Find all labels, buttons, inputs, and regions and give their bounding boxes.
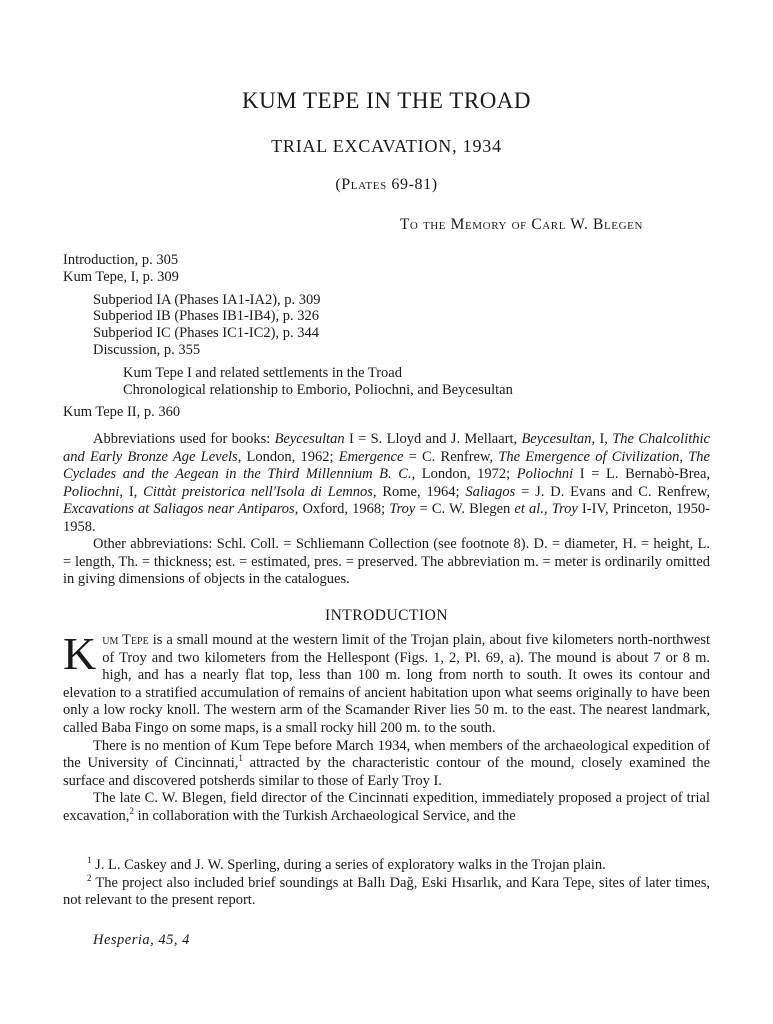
intro-paragraph: There is no mention of Kum Tepe before March 1934, when members of the archaeological expedition of the University of Cincinnati,$^1$ attracted by the characteristic contour of the mound, closely examined the surface and discovered potsherds similar to those of Early Troy I. <box>63 737 711 789</box>
toc-subitem: Discussion, p. 355 <box>93 341 201 358</box>
abbreviations-block <box>63 431 710 589</box>
book-abbreviations: Abbreviations used for books: Beycesultan I = S. Lloyd and J. Mellaart, Beycesultan, I, The Chalcolithic and Early Bronze Age Levels, London, 1962; Emergence = C. Renfrew, The Emergence of Civilization, The Cyclades and the Aegean in the Third Millennium B. C., London, 1972; Poliochni I = L. Bernabò-Brea, Poliochni, I, Cittàt preistorica nell'Isola di Lemnos, Rome, 1964; Saliagos = J. D. Evans and C. Renfrew, Excavations at Saliagos near Antiparos, Oxford, 1968; Troy = C. W. Blegen et al., Troy I-IV, Princeton, 1950-1958. <box>63 431 711 535</box>
footnotes <box>63 857 710 910</box>
toc-item: Kum Tepe II, p. 360 <box>63 404 181 421</box>
article-subtitle: TRIAL EXCAVATION, 1934 <box>271 136 502 156</box>
toc-subitem: Subperiod IA (Phases IA1-IA2), p. 309 <box>93 291 321 308</box>
toc-subitem: Subperiod IB (Phases IB1-IB4), p. 326 <box>93 308 319 325</box>
journal-citation: Hesperia, 45, 4 <box>93 932 190 948</box>
article-title: KUM TEPE IN THE TROAD <box>241 88 532 113</box>
other-abbreviations: Other abbreviations: Schl. Coll. = Schliemann Collection (see footnote 8). D. = diameter, H. = height, L. = length, Th. = thickness; est. = estimated, pres. = preserved. The abbreviation m. = meter is ordinarily omitted in giving dimensions of objects in the catalogues. <box>63 536 710 587</box>
section-heading: INTRODUCTION <box>324 607 449 624</box>
toc-subitem: Subperiod IC (Phases IC1-IC2), p. 344 <box>93 325 319 342</box>
footnote: $^2$ The project also included brief soundings at Ballı Dağ, Eski Hısarlık, and Kara Tepe, sites of later times, not relevant to the present report. <box>63 872 710 909</box>
drop-cap: K <box>63 628 97 679</box>
footnote-ref: 2 <box>129 806 134 817</box>
toc-item: Introduction, p. 305 <box>63 252 179 268</box>
plates-reference: (Plates 69-81) <box>335 176 438 193</box>
footnote-ref: 1 <box>238 753 243 764</box>
toc-subsubitem: Kum Tepe I and related settlements in the Troad <box>123 364 402 381</box>
toc-subsubitem: Chronological relationship to Emborio, Poliochni, and Beycesultan <box>123 381 513 398</box>
intro-paragraph: Kum Tepe is a small mound at the western limit of the Trojan plain, about five kilometers north-northwest of Troy and two kilometers from the Hellespont (Figs. 1, 2, Pl. 69, a). The mound is about 7 or 8 m. high, and has a nearly flat top, less than 100 m. long from north to south. It owes its contour and elevation to a stratified accumulation of remains of ancient habitation upon what seems originally to have been only a low rocky knoll. The western arm of the Scamander River lies 50 m. to the east. The nearest landmark, called Baba Fingo on some maps, is a small rocky hill 200 m. to the south. <box>63 628 710 736</box>
table-of-contents <box>63 252 713 421</box>
intro-paragraph: The late C. W. Blegen, field director of the Cincinnati expedition, immediately proposed a project of trial excavation,$^2$ in collaboration with the Turkish Archaeological Service, and the <box>63 790 710 824</box>
dedication: To the Memory of Carl W. Blegen <box>399 216 643 233</box>
introduction-body <box>63 628 711 826</box>
toc-item: Kum Tepe, I, p. 309 <box>63 268 179 285</box>
footnote: $^1$ J. L. Caskey and J. W. Sperling, during a series of exploratory walks in the Trojan plain. <box>87 855 606 873</box>
